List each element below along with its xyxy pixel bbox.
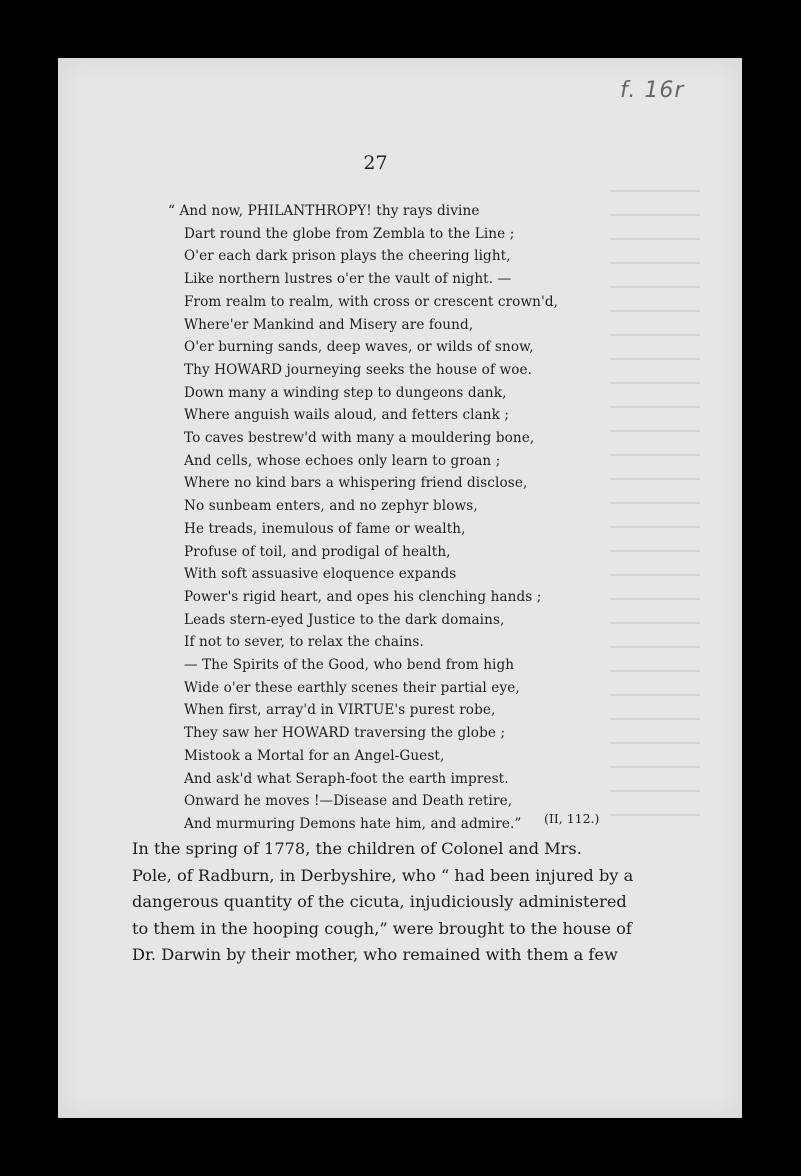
poem-line: “ And now, PHILANTHROPY! thy rays divine [168, 203, 480, 219]
poem-line: Profuse of toil, and prodigal of health, [184, 543, 451, 560]
poem-line: He treads, inemulous of fame or wealth, [184, 520, 466, 537]
poem-line: O'er each dark prison plays the cheering light, [184, 248, 511, 265]
prose-line: Pole, of Radburn, in Derbyshire, who “ had been injured by a [132, 865, 634, 885]
prose-line: Dr. Darwin by their mother, who remained with them a few [132, 945, 618, 964]
poem-line: O'er burning sands, deep waves, or wilds of snow, [184, 339, 534, 356]
bleed-through-shadow [610, 190, 700, 830]
poem-citation: (II, 112.) [544, 811, 600, 826]
poem-line: With soft assuasive eloquence expands [184, 566, 457, 583]
poem-line: No sunbeam enters, and no zephyr blows, [184, 498, 478, 515]
poem-line: To caves bestrew'd with many a mouldering bone, [184, 430, 535, 447]
poem-line: Where'er Mankind and Misery are found, [184, 316, 474, 333]
poem-line: From realm to realm, with cross or crescent crown'd, [184, 293, 559, 310]
folio-mark: f. 16r [620, 78, 685, 103]
poem-line: Wide o'er these earthly scenes their partial eye, [184, 679, 520, 696]
poem-line: — The Spirits of the Good, who bend from high [184, 657, 515, 674]
poem-line: And cells, whose echoes only learn to groan ; [184, 452, 501, 469]
poem-line: When first, array'd in VIRTUE's purest robe, [184, 702, 496, 719]
poem-line: Like northern lustres o'er the vault of night. — [184, 271, 512, 288]
prose-line: to them in the hooping cough,” were brought to the house of [132, 918, 632, 938]
prose-line: dangerous quantity of the cicuta, injudiciously administered [132, 892, 627, 911]
poem-block [160, 200, 558, 836]
prose-paragraph [132, 836, 632, 969]
poem-line: Onward he moves !—Disease and Death retire, [184, 793, 513, 810]
poem-line: And murmuring Demons hate him, and admire.” [184, 815, 522, 832]
poem-line: And ask'd what Seraph-foot the earth imprest. [184, 770, 509, 787]
poem-line: Thy HOWARD journeying seeks the house of woe. [184, 361, 533, 378]
poem-line: Power's rigid heart, and opes his clenching hands ; [184, 588, 542, 605]
poem-line: Where no kind bars a whispering friend disclose, [184, 475, 528, 492]
poem-line: Leads stern-eyed Justice to the dark domains, [184, 611, 505, 628]
poem-line: Down many a winding step to dungeons dank, [184, 384, 507, 401]
poem-line: If not to sever, to relax the chains. [184, 634, 424, 651]
prose-line: In the spring of 1778, the children of Colonel and Mrs. [132, 839, 582, 858]
page-number: 27 [363, 152, 388, 174]
poem-line: Mistook a Mortal for an Angel-Guest, [184, 747, 445, 764]
poem-line: Where anguish wails aloud, and fetters clank ; [184, 407, 510, 424]
poem-line: They saw her HOWARD traversing the globe ; [184, 725, 506, 742]
poem-line: Dart round the globe from Zembla to the Line ; [184, 225, 515, 242]
